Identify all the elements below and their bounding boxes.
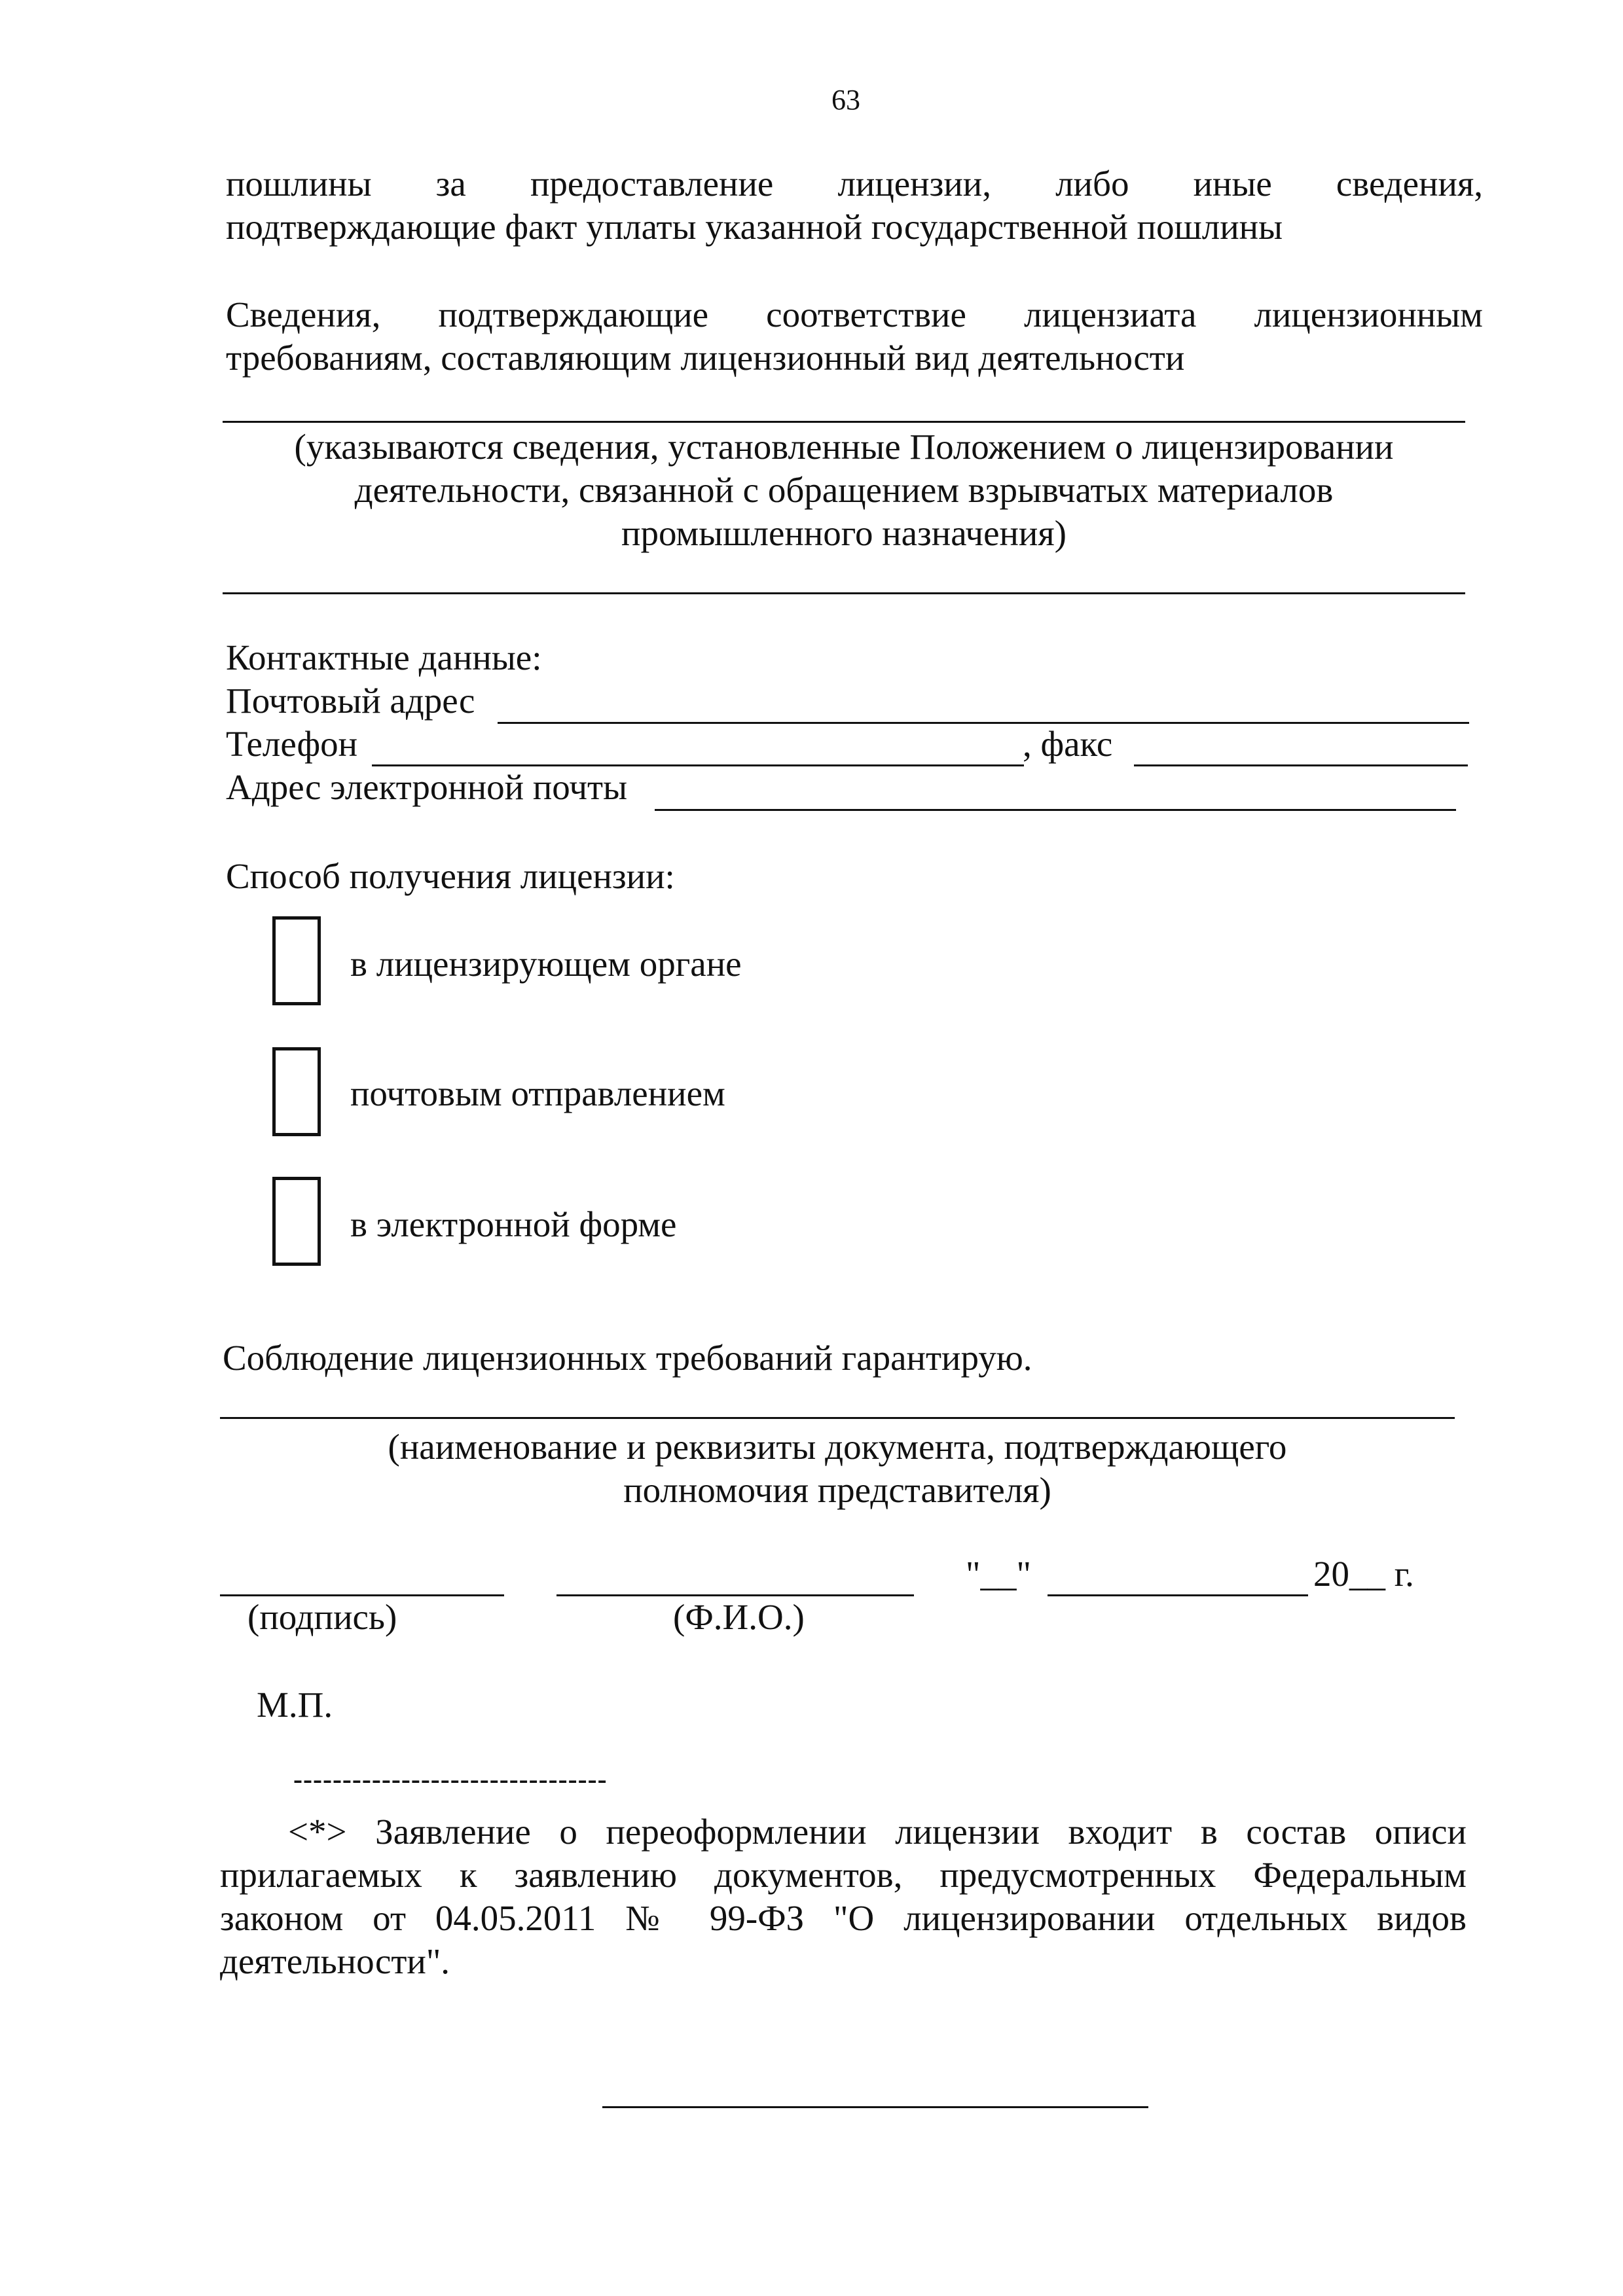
guarantee-statement: Соблюдение лицензионных требований гарантирую. — [223, 1338, 1032, 1378]
delivery-checkbox-mail[interactable] — [272, 1047, 321, 1136]
email-field[interactable] — [655, 809, 1456, 811]
signature-caption: (подпись) — [247, 1597, 397, 1637]
date-year: 20__ г. — [1313, 1554, 1414, 1594]
end-rule — [602, 2106, 1148, 2108]
fax-label: , факс — [1023, 724, 1113, 764]
date-day: "__" — [966, 1554, 1031, 1594]
footnote-line-1: <*> Заявление о переоформлении лицензии входит в состав описи — [288, 1812, 1467, 1852]
payment-text-line-1: пошлины за предоставление лицензии, либо иные сведения, — [226, 164, 1483, 204]
footnote-separator: -------------------------------- — [293, 1765, 608, 1795]
fax-field[interactable] — [1134, 764, 1468, 766]
delivery-option-office: в лицензирующем органе — [350, 944, 742, 984]
compliance-note-line-3: промышленного назначения) — [621, 513, 1067, 553]
compliance-note-line-2: деятельности, связанной с обращением взрывчатых материалов — [354, 470, 1334, 510]
delivery-checkbox-office[interactable] — [272, 916, 321, 1005]
compliance-text-line-1: Сведения, подтверждающие соответствие лицензиата лицензионным — [226, 295, 1483, 334]
seal-label: М.П. — [257, 1685, 333, 1725]
representative-document-field[interactable] — [220, 1417, 1455, 1419]
representative-note-line-2: полномочия представителя) — [623, 1470, 1051, 1510]
date-month-field[interactable] — [1048, 1594, 1308, 1596]
compliance-field-line-2[interactable] — [223, 592, 1465, 594]
payment-text-line-2: подтверждающие факт уплаты указанной государственной пошлины — [226, 207, 1283, 247]
compliance-note-line-1: (указываются сведения, установленные Положением о лицензировании — [294, 427, 1394, 467]
fio-caption: (Ф.И.О.) — [673, 1597, 805, 1637]
phone-label: Телефон — [226, 724, 358, 764]
delivery-checkbox-electronic[interactable] — [272, 1177, 321, 1266]
delivery-option-electronic: в электронной форме — [350, 1204, 677, 1244]
postal-address-label: Почтовый адрес — [226, 681, 475, 721]
postal-address-field[interactable] — [498, 722, 1469, 724]
footnote-line-4: деятельности". — [220, 1941, 450, 1981]
compliance-field-line[interactable] — [223, 421, 1465, 423]
representative-note-line-1: (наименование и реквизиты документа, подтверждающего — [388, 1427, 1287, 1467]
email-label: Адрес электронной почты — [226, 767, 628, 807]
delivery-option-mail: почтовым отправлением — [350, 1073, 725, 1113]
footnote-line-3: законом от 04.05.2011 № 99-ФЗ "О лицензировании отдельных видов — [220, 1898, 1467, 1938]
footnote-line-2: прилагаемых к заявлению документов, предусмотренных Федеральным — [220, 1855, 1467, 1895]
contacts-heading: Контактные данные: — [226, 637, 542, 677]
page-number: 63 — [831, 84, 860, 116]
delivery-heading: Способ получения лицензии: — [226, 856, 675, 896]
compliance-text-line-2: требованиям, составляющим лицензионный вид деятельности — [226, 338, 1185, 378]
